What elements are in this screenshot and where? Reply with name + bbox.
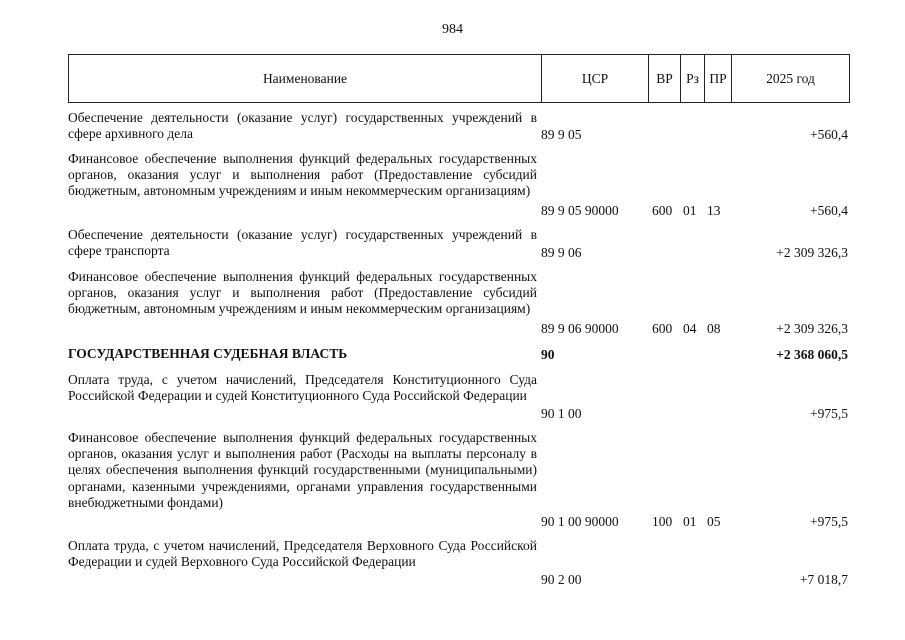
row-name: Обеспечение деятельности (оказание услуг) государственных учреждений в сфере архивного дела [68, 110, 537, 142]
row-csr: 90 2 00 [541, 572, 582, 587]
row-pr: 05 [707, 514, 721, 529]
row-vr: 100 [652, 514, 673, 529]
row-csr: 89 9 05 90000 [541, 203, 619, 218]
row-csr: 89 9 06 [541, 245, 582, 260]
table-row [0, 372, 905, 422]
header-vr: ВР [649, 55, 681, 102]
row-csr: 89 9 05 [541, 127, 582, 142]
row-amount: +7 018,7 [799, 572, 848, 587]
row-amount: +2 309 326,3 [776, 321, 848, 336]
row-rz: 01 [683, 514, 697, 529]
row-pr: 13 [707, 203, 721, 218]
row-name: Обеспечение деятельности (оказание услуг) государственных учреждений в сфере транспорта [68, 227, 537, 259]
table-row [0, 269, 905, 337]
page-number: 984 [442, 22, 463, 37]
table-row [0, 227, 905, 261]
header-year: 2025 год [766, 70, 815, 86]
row-amount: +2 368 060,5 [776, 347, 848, 362]
row-csr: 90 [541, 347, 555, 362]
table-row [0, 151, 905, 219]
row-amount: +2 309 326,3 [776, 245, 848, 260]
row-amount: +560,4 [810, 203, 848, 218]
row-pr: 08 [707, 321, 721, 336]
row-name: Финансовое обеспечение выполнения функций федеральных государственных органов, оказания услуг и выполнения работ (Предоставление субсидий бюджетным, автономным учреждениям и иным некоммерческим организациям) [68, 269, 537, 317]
row-vr: 600 [652, 203, 673, 218]
table-row [0, 430, 905, 530]
row-name: Оплата труда, с учетом начислений, Председателя Верховного Суда Российской Федерации и судей Верховного Суда Российской Федерации [68, 538, 537, 570]
row-name: Финансовое обеспечение выполнения функций федеральных государственных органов, оказания услуг и выполнения работ (Расходы на выплаты персоналу в целях обеспечения выполнения функций государственными (муниципальными) органами, казенными учреждениями, органами управления государственными внебюджетными фондами) [68, 430, 537, 510]
row-name: Оплата труда, с учетом начислений, Председателя Конституционного Суда Российской Федерации и судей Конституционного Суда Российской Федерации [68, 372, 537, 404]
row-amount: +975,5 [810, 514, 848, 529]
row-csr: 90 1 00 90000 [541, 514, 619, 529]
row-name: Финансовое обеспечение выполнения функций федеральных государственных органов, оказания услуг и выполнения работ (Предоставление субсидий бюджетным, автономным учреждениям и иным некоммерческим организациям) [68, 151, 537, 199]
header-rz: Рз [681, 55, 705, 102]
row-vr: 600 [652, 321, 673, 336]
row-rz: 01 [683, 203, 697, 218]
row-name: ГОСУДАРСТВЕННАЯ СУДЕБНАЯ ВЛАСТЬ [68, 346, 348, 361]
row-csr: 89 9 06 90000 [541, 321, 619, 336]
header-csr: ЦСР [542, 55, 649, 102]
table-row [0, 110, 905, 143]
table-row [0, 538, 905, 588]
table-row [0, 346, 905, 363]
header-pr: ПР [705, 55, 732, 102]
row-amount: +560,4 [810, 127, 848, 142]
row-csr: 90 1 00 [541, 406, 582, 421]
table-header [68, 54, 850, 103]
header-name: Наименование [69, 55, 542, 102]
row-rz: 04 [683, 321, 697, 336]
row-amount: +975,5 [810, 406, 848, 421]
